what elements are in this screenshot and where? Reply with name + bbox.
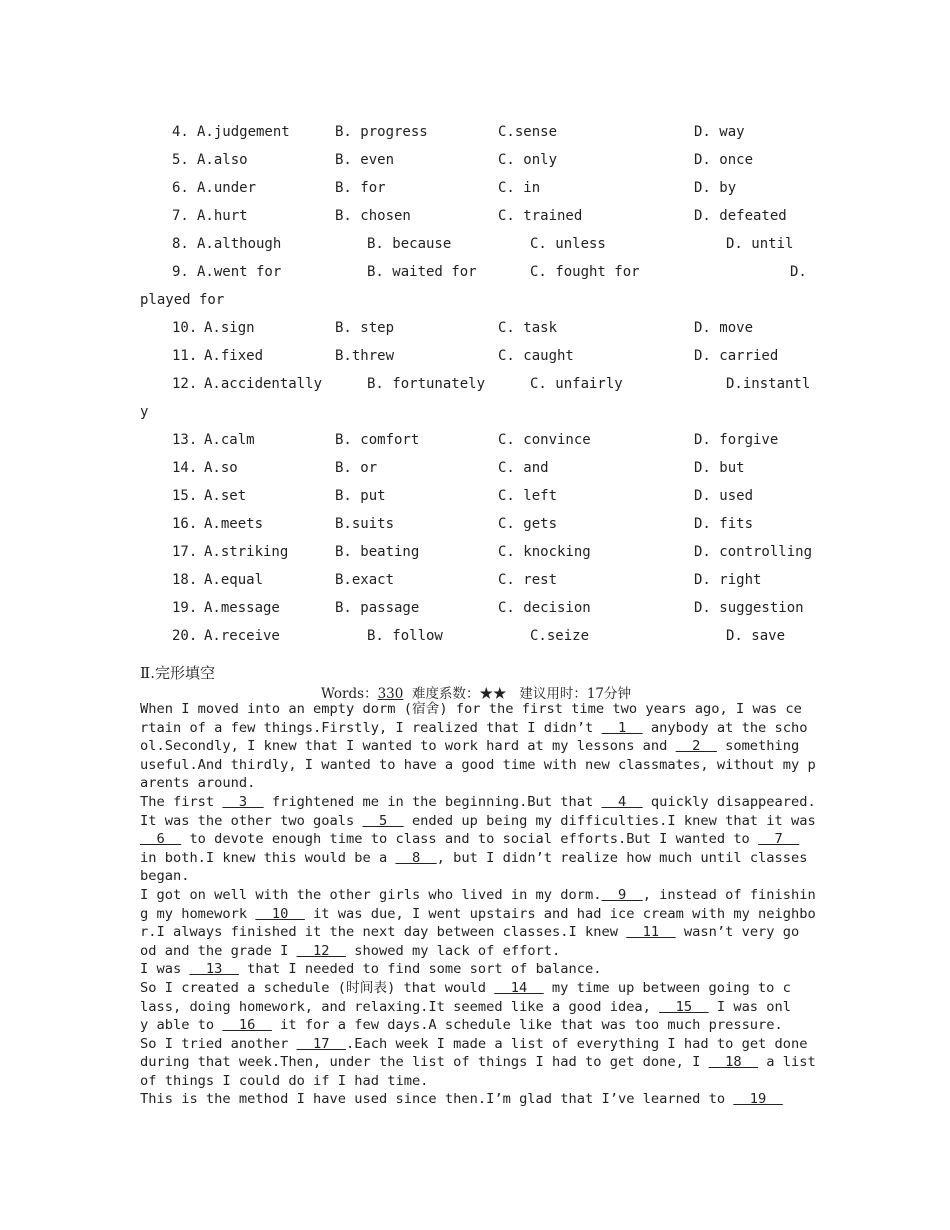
option-b: B.suits [335,516,395,532]
question-number: 14. [172,460,198,476]
passage-line: So I tried another 17 .Each week I made a list of everything I had to get done [140,1035,808,1052]
question-row [172,538,822,566]
option-c: C. decision [498,600,591,616]
question-row [172,622,822,650]
passage-line: during that week.Then, under the list of things I had to get done, I 18 a list [140,1054,816,1071]
blank-number: 6 [140,831,182,848]
question-row [172,342,822,370]
question-row [172,594,822,622]
option-c: C. knocking [498,544,591,560]
option-b: B. chosen [335,208,411,224]
blank-number: 5 [362,812,404,829]
passage-line: ol.Secondly, I knew that I wanted to work hard at my lessons and 2 something [140,738,800,755]
option-b: B. because [367,236,452,252]
passage-line: y able to 16 it for a few days.A schedule like that was too much pressure. [140,1017,783,1034]
question-row [172,454,822,482]
option-a: A.fixed [204,348,264,364]
option-c: C. caught [498,348,574,364]
question-row [172,258,822,286]
option-c: C. unless [530,236,606,252]
blank-number: 17 [296,1035,347,1052]
passage-line: of things I could do if I had time. [140,1072,429,1089]
blank-number: 4 [601,793,643,810]
option-a: A.meets [204,516,264,532]
option-d: D. defeated [694,208,787,224]
option-a: A.message [204,600,280,616]
option-d: D.instantl [726,376,811,392]
question-number: 10. [172,320,198,336]
option-b: B. or [335,460,378,476]
option-a: A.calm [204,432,255,448]
question-number: 11. [172,348,198,364]
option-b: B. even [335,152,395,168]
passage-line: r.I always finished it the next day between classes.I knew 11 wasn’t very go [140,924,800,941]
blank-number: 9 [601,886,643,903]
option-wrap-line: y [140,404,149,420]
question-number: 9. [172,264,189,280]
option-d: D. but [694,460,745,476]
option-b: B.exact [335,572,395,588]
passage-line: I got on well with the other girls who lived in my dorm. 9 , instead of finishin [140,886,816,903]
question-number: 5. [172,152,189,168]
question-row [172,174,822,202]
option-wrap-line: played for [140,292,225,308]
option-d: D. carried [694,348,779,364]
passage-line: g my homework 10 it was due, I went upstairs and had ice cream with my neighbo [140,905,816,922]
passage-line: So I created a schedule (时间表) that would 14 my time up between going to c [140,979,791,996]
option-a: A.sign [204,320,255,336]
option-a: A.under [197,180,257,196]
question-number: 12. [172,376,198,392]
question-number: 6. [172,180,189,196]
blank-number: 3 [222,793,264,810]
option-b: B.threw [335,348,395,364]
question-row [172,482,822,510]
option-b: B. beating [335,544,420,560]
passage-line: I was 13 that I needed to find some sort of balance. [140,961,602,978]
question-number: 7. [172,208,189,224]
option-c: C. gets [498,516,558,532]
blank-number: 11 [626,924,676,941]
option-d: D. move [694,320,754,336]
question-row [172,510,822,538]
question-number: 20. [172,628,198,644]
option-c: C. and [498,460,549,476]
blank-number: 14 [494,979,544,996]
option-a: A.so [204,460,238,476]
section-title: Ⅱ.完形填空 [140,664,215,682]
difficulty-rating: 难度系数：★★ [411,686,507,702]
passage-line: od and the grade I 12 showed my lack of effort. [140,942,561,959]
option-d: D. right [694,572,762,588]
blank-number: 2 [675,738,717,755]
question-number: 17. [172,544,198,560]
passage-line: It was the other two goals 5 ended up being my difficulties.I knew that it was [140,812,816,829]
option-d: D. used [694,488,754,504]
option-a: A.striking [204,544,289,560]
option-c: C. rest [498,572,558,588]
option-b: B. progress [335,124,428,140]
option-b: B. step [335,320,395,336]
blank-number: 13 [189,961,239,978]
passage-line: When I moved into an empty dorm (宿舍) for the first time two years ago, I was ce [140,701,802,717]
words-count: 330 [377,686,404,702]
option-c: C.seize [530,628,590,644]
option-d: D. forgive [694,432,779,448]
passage-line: rtain of a few things.Firstly, I realized that I didn’t 1 anybody at the scho [140,719,808,736]
option-a: A.also [197,152,248,168]
blank-number: 19 [733,1091,783,1108]
option-c: C. convince [498,432,591,448]
option-b: B. waited for [367,264,477,280]
blank-number: 15 [659,998,709,1015]
option-c: C. fought for [530,264,640,280]
blank-number: 18 [708,1054,759,1071]
option-a: A.although [197,236,282,252]
question-number: 13. [172,432,198,448]
option-d: D. [790,264,807,280]
passage-line: 6 to devote enough time to class and to social efforts.But I wanted to 7 [140,831,800,848]
passage-line: began. [140,868,190,885]
option-c: C. unfairly [530,376,623,392]
option-b: B. passage [335,600,420,616]
question-number: 19. [172,600,198,616]
passage-line: lass, doing homework, and relaxing.It seemed like a good idea, 15 I was onl [140,998,792,1015]
passage-meta [140,682,812,702]
option-c: C. left [498,488,558,504]
cloze-passage [140,700,816,1109]
option-d: D. until [726,236,794,252]
option-c: C. only [498,152,558,168]
option-a: A.equal [204,572,264,588]
option-d: D. suggestion [694,600,804,616]
option-b: B. fortunately [367,376,486,392]
passage-line: This is the method I have used since then.I’m glad that I’ve learned to 19 [140,1091,783,1108]
words-label: Words： [320,686,378,702]
option-c: C. trained [498,208,583,224]
question-row [172,118,822,146]
question-row [172,146,822,174]
blank-number: 1 [601,719,643,736]
passage-line: The first 3 frightened me in the beginning.But that 4 quickly disappeared. [140,793,816,810]
question-number: 8. [172,236,189,252]
question-number: 4. [172,124,189,140]
option-c: C. task [498,320,558,336]
question-row [172,370,822,398]
question-number: 16. [172,516,198,532]
suggested-time: 建议用时：17分钟 [519,686,632,702]
option-a: A.receive [204,628,280,644]
option-a: A.accidentally [204,376,323,392]
option-b: B. follow [367,628,443,644]
question-row [172,314,822,342]
blank-number: 7 [758,831,800,848]
option-d: D. once [694,152,754,168]
option-a: A.went for [197,264,282,280]
question-row [172,426,822,454]
passage-line: arents around. [140,775,256,792]
blank-number: 8 [395,849,437,866]
option-a: A.set [204,488,247,504]
option-c: C.sense [498,124,558,140]
passage-line: in both.I knew this would be a 8 , but I didn’t realize how much until classes [140,849,808,866]
option-d: D. save [726,628,786,644]
question-number: 15. [172,488,198,504]
option-d: D. way [694,124,745,140]
option-d: D. controlling [694,544,813,560]
question-row [172,230,822,258]
option-d: D. fits [694,516,754,532]
passage-line: useful.And thirdly, I wanted to have a good time with new classmates, without my p [140,756,816,773]
answer-options-list [140,118,822,650]
blank-number: 16 [222,1017,272,1034]
option-b: B. for [335,180,386,196]
question-number: 18. [172,572,198,588]
blank-number: 12 [296,942,347,959]
question-row [172,566,822,594]
question-row [172,202,822,230]
option-c: C. in [498,180,541,196]
option-b: B. comfort [335,432,420,448]
blank-number: 10 [255,905,305,922]
option-a: A.hurt [197,208,248,224]
option-b: B. put [335,488,386,504]
option-d: D. by [694,180,737,196]
option-a: A.judgement [197,124,290,140]
